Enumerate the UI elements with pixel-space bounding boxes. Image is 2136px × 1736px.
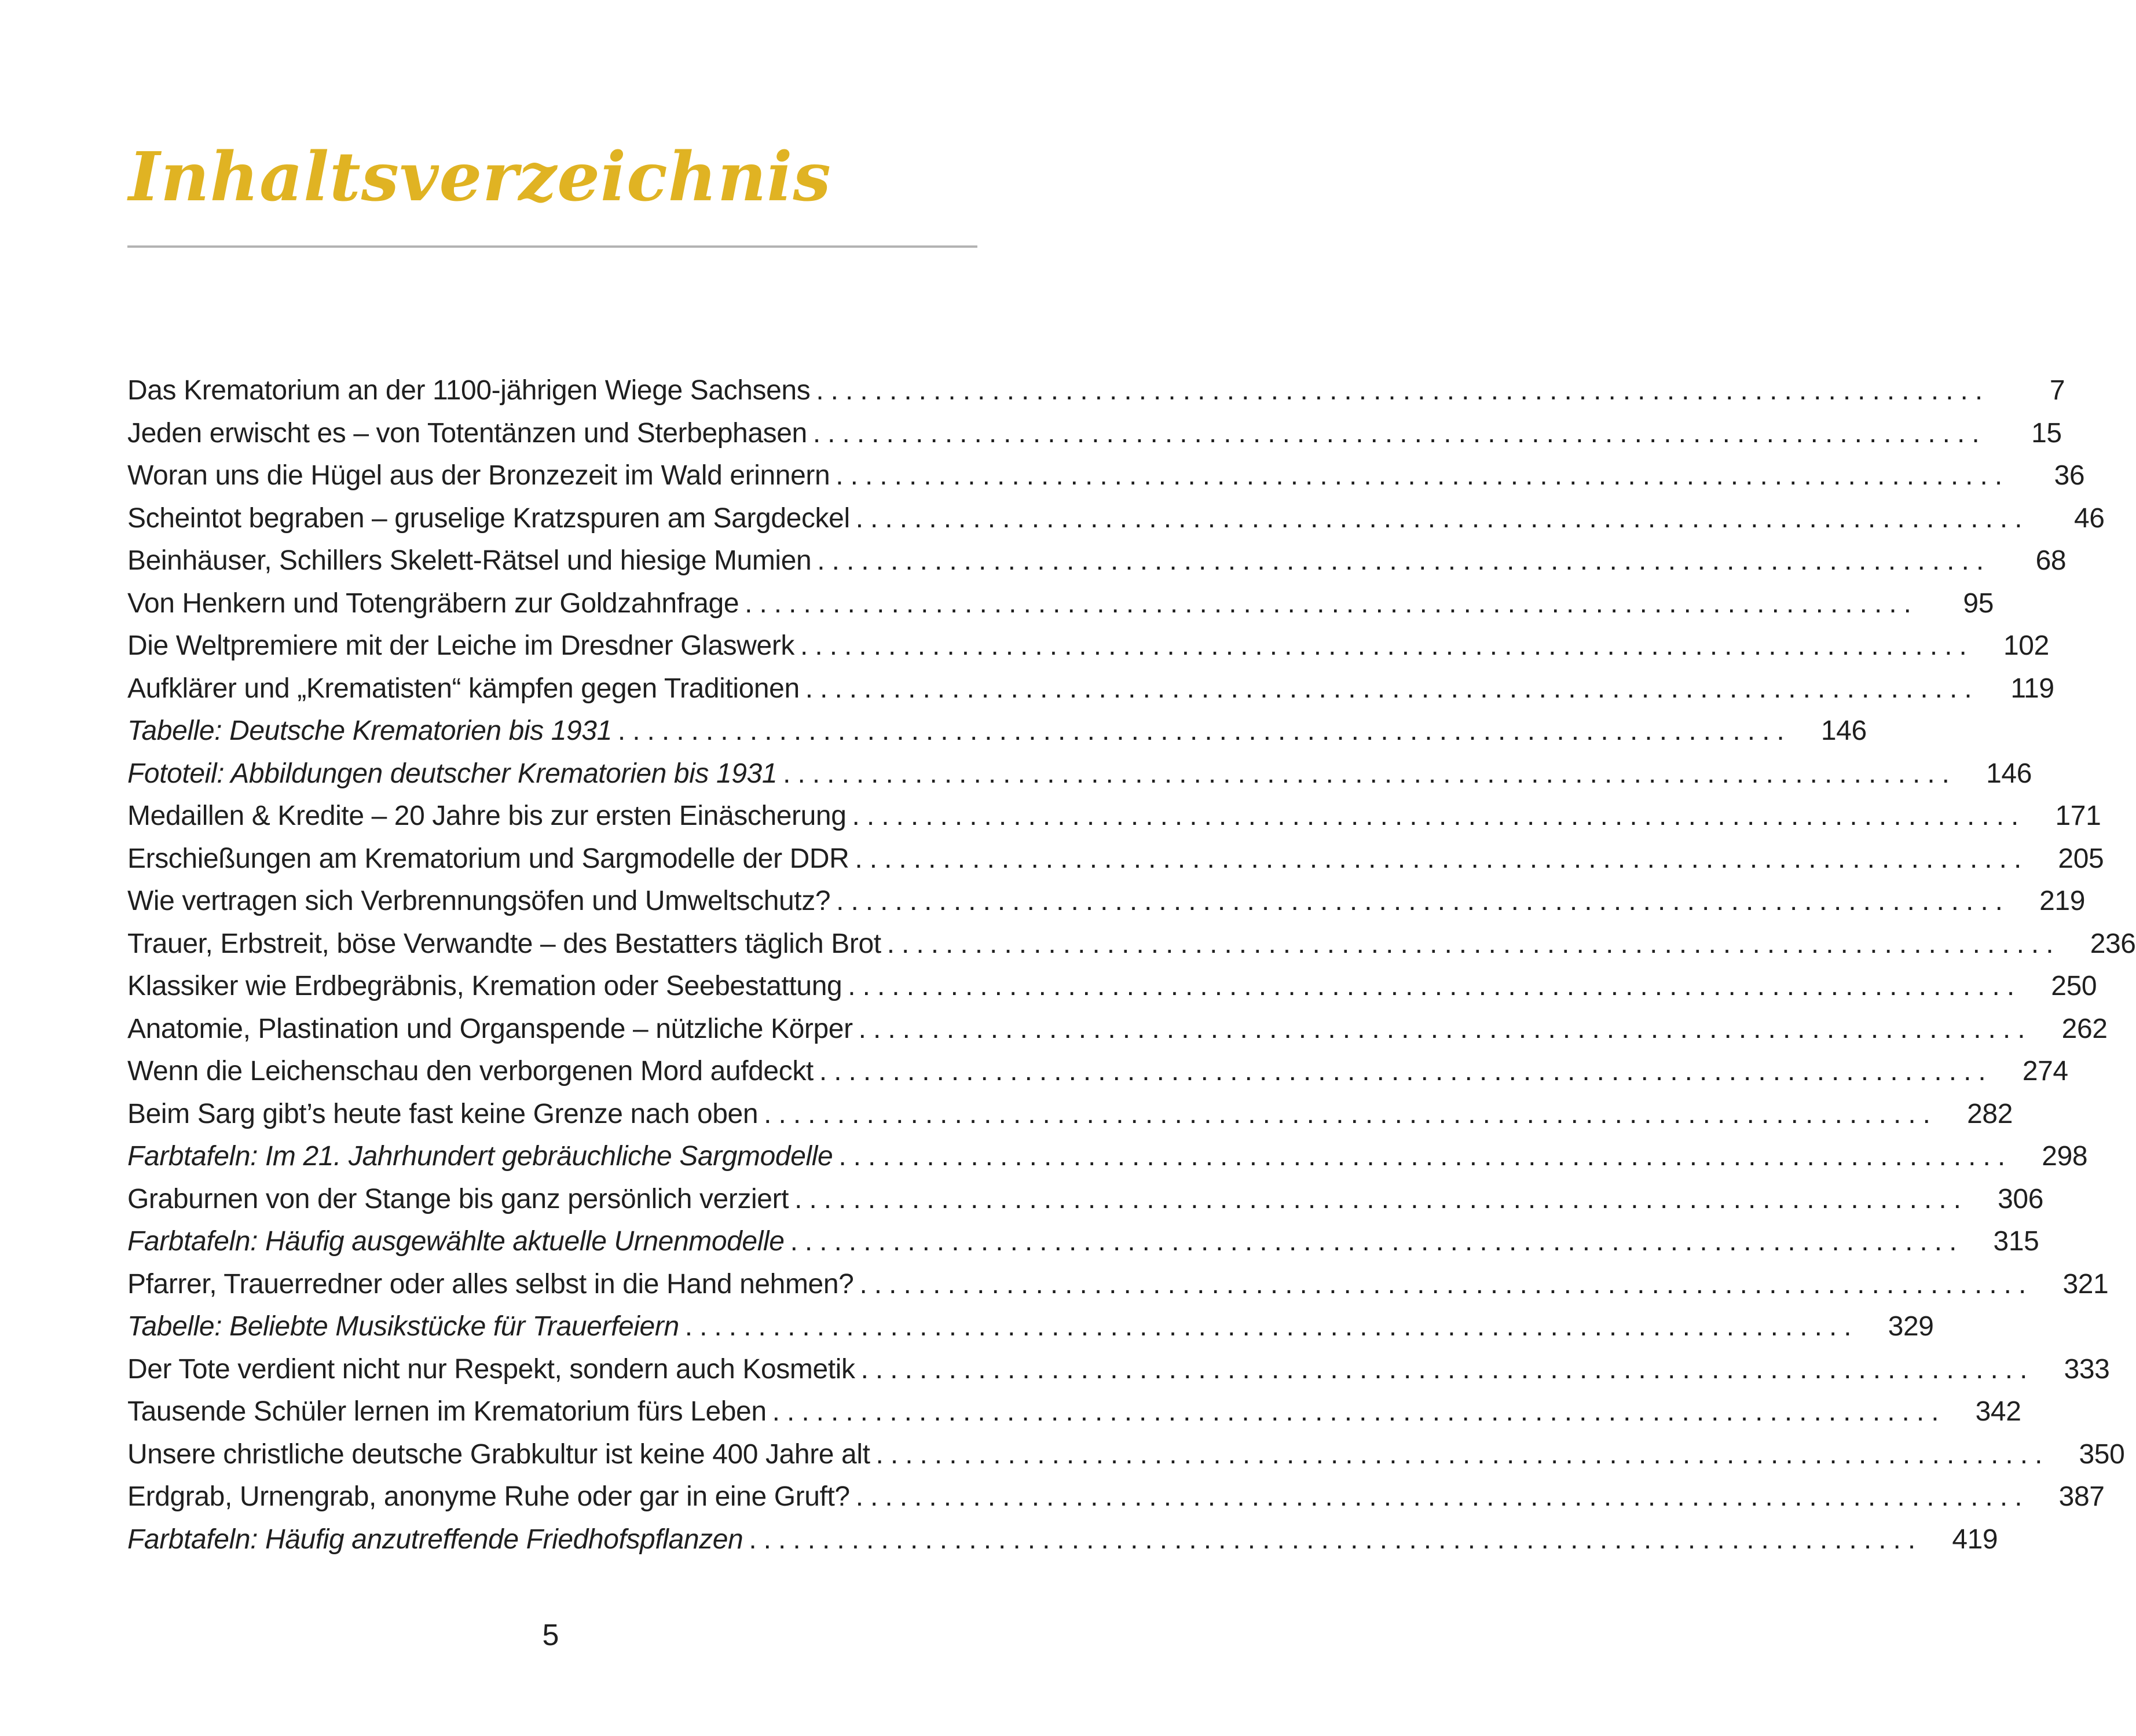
toc-entry	[127, 1178, 2043, 1221]
toc-entry-page: 119	[2010, 673, 2054, 704]
toc-entry-page: 387	[2058, 1481, 2105, 1512]
toc-entry	[127, 923, 2136, 966]
toc-entry-title: Tausende Schüler lernen im Krematorium fürs Leben	[127, 1390, 772, 1433]
toc-entry	[127, 753, 2032, 795]
toc-entry	[127, 1433, 2125, 1476]
toc-dot-leader: ................................................................................	[819, 1056, 1993, 1087]
toc-entry-page: 7	[2049, 375, 2065, 406]
toc-entry-title: Wenn die Leichenschau den verborgenen Mord aufdeckt	[127, 1050, 819, 1093]
toc-entry	[127, 412, 2062, 455]
toc-entry-title: Wie vertragen sich Verbrennungsöfen und Umweltschutz?	[127, 880, 836, 923]
toc-entry-title: Aufklärer und „Krematisten“ kämpfen gegen Traditionen	[127, 667, 805, 710]
toc-entry-page: 321	[2062, 1268, 2109, 1300]
toc-dot-leader: ................................................................................	[858, 1013, 2032, 1044]
toc-dot-leader: ................................................................................	[886, 928, 2061, 959]
toc-entry-title: Pfarrer, Trauerredner oder alles selbst in die Hand nehmen?	[127, 1263, 859, 1306]
toc-entry	[127, 667, 2054, 710]
toc-dot-leader: ................................................................................	[805, 673, 1979, 704]
toc-entry-title: Scheintot begraben – gruselige Kratzspuren am Sargdeckel	[127, 497, 856, 540]
toc-entry-page: 171	[2055, 801, 2101, 831]
toc-dot-leader: ................................................................................	[838, 1141, 2013, 1172]
toc-entry-title: Graburnen von der Stange bis ganz persönlich verziert	[127, 1178, 794, 1221]
toc-entry	[127, 838, 2104, 880]
toc-dot-leader: ................................................................................	[860, 1353, 2035, 1385]
toc-dot-leader: ................................................................................	[745, 588, 1918, 619]
toc-entry-page: 102	[2003, 630, 2049, 661]
toc-entry	[127, 539, 2067, 582]
toc-entry	[127, 710, 1867, 753]
toc-entry-title: Das Krematorium an der 1100-jährigen Wiege Sachsens	[127, 369, 816, 412]
toc-entry-title: Fototeil: Abbildungen deutscher Krematorien bis 1931	[127, 753, 783, 795]
toc-entry-title: Farbtafeln: Häufig anzutreffende Friedhofspflanzen	[127, 1518, 749, 1561]
toc-dot-leader: ................................................................................	[617, 715, 1791, 746]
toc-entry	[127, 1476, 2105, 1518]
toc-dot-leader: ................................................................................	[836, 886, 2010, 916]
toc-entry	[127, 454, 2085, 497]
toc-entry-page: 315	[1993, 1226, 2039, 1257]
toc-entry-page: 146	[1986, 758, 2032, 789]
toc-entry-page: 342	[1975, 1396, 2021, 1427]
title-divider	[127, 245, 977, 248]
toc-dot-leader: ................................................................................	[794, 1183, 1968, 1214]
toc-entry	[127, 795, 2101, 838]
toc-entry	[127, 880, 2085, 923]
toc-entry-page: 282	[1967, 1098, 2013, 1129]
toc-dot-leader: ................................................................................	[684, 1311, 1859, 1342]
toc-dot-leader: ................................................................................	[816, 375, 1990, 406]
toc-entry-title: Die Weltpremiere mit der Leiche im Dresdner Glaswerk	[127, 625, 800, 667]
toc-entry	[127, 1135, 2088, 1178]
table-of-contents	[127, 369, 2136, 1561]
toc-entry-page: 15	[2031, 417, 2062, 449]
toc-entry	[127, 1093, 2013, 1136]
toc-entry-page: 146	[1820, 715, 1867, 746]
toc-entry-page: 262	[2061, 1013, 2108, 1044]
toc-entry-title: Klassiker wie Erdbegräbnis, Kremation oder Seebestattung	[127, 965, 848, 1008]
toc-dot-leader: ................................................................................	[790, 1226, 1964, 1257]
toc-entry-title: Anatomie, Plastination und Organspende – nützliche Körper	[127, 1008, 859, 1051]
toc-dot-leader: ................................................................................	[812, 417, 1987, 449]
toc-entry-title: Medaillen & Kredite – 20 Jahre bis zur ersten Einäscherung	[127, 795, 852, 838]
toc-entry	[127, 369, 2065, 412]
toc-entry-page: 306	[1998, 1183, 2043, 1214]
toc-entry-page: 329	[1888, 1311, 1934, 1342]
toc-entry	[127, 1263, 2109, 1306]
toc-entry	[127, 1305, 1934, 1348]
toc-entry-title: Farbtafeln: Häufig ausgewählte aktuelle Urnenmodelle	[127, 1220, 790, 1263]
toc-entry-page: 419	[1952, 1524, 1998, 1555]
toc-dot-leader: ................................................................................	[783, 758, 1957, 789]
toc-entry	[127, 1220, 2039, 1263]
toc-dot-leader: ................................................................................	[764, 1098, 1938, 1129]
toc-entry-page: 350	[2079, 1438, 2125, 1470]
toc-entry	[127, 1518, 1998, 1561]
toc-entry	[127, 625, 2049, 667]
toc-entry-page: 333	[2064, 1353, 2110, 1385]
toc-entry-page: 250	[2051, 971, 2097, 1001]
toc-entry-page: 236	[2090, 928, 2136, 959]
toc-entry-page: 36	[2054, 460, 2085, 491]
toc-entry-title: Der Tote verdient nicht nur Respekt, sondern auch Kosmetik	[127, 1348, 861, 1391]
toc-entry	[127, 1008, 2108, 1051]
toc-dot-leader: ................................................................................	[855, 1481, 2029, 1512]
toc-entry-page: 298	[2042, 1141, 2088, 1172]
toc-entry-title: Unsere christliche deutsche Grabkultur ist keine 400 Jahre alt	[127, 1433, 876, 1476]
toc-entry-title: Beinhäuser, Schillers Skelett-Rätsel und hiesige Mumien	[127, 539, 817, 582]
toc-dot-leader: ................................................................................	[848, 971, 2022, 1001]
page-number: 5	[542, 1618, 559, 1652]
toc-entry-title: Tabelle: Deutsche Krematorien bis 1931	[127, 710, 618, 753]
toc-entry	[127, 582, 1994, 625]
toc-entry-title: Von Henkern und Totengräbern zur Goldzahnfrage	[127, 582, 745, 625]
toc-entry-page: 68	[2035, 545, 2067, 576]
toc-entry	[127, 1050, 2068, 1093]
toc-dot-leader: ................................................................................	[749, 1524, 1923, 1555]
toc-entry-title: Tabelle: Beliebte Musikstücke für Trauerfeiern	[127, 1305, 685, 1348]
toc-dot-leader: ................................................................................	[859, 1268, 2034, 1300]
toc-entry-title: Erschießungen am Krematorium und Sargmodelle der DDR	[127, 838, 855, 880]
page-title: Inhaltsverzeichnis	[129, 138, 831, 216]
toc-entry-title: Jeden erwischt es – von Totentänzen und Sterbephasen	[127, 412, 813, 455]
toc-dot-leader: ................................................................................	[800, 630, 1974, 661]
toc-dot-leader: ................................................................................	[852, 801, 2026, 831]
toc-entry-page: 205	[2058, 843, 2104, 874]
toc-entry	[127, 1348, 2110, 1391]
toc-dot-leader: ................................................................................	[855, 843, 2029, 874]
toc-dot-leader: ................................................................................	[855, 502, 2029, 534]
toc-dot-leader: ................................................................................	[836, 460, 2010, 491]
toc-entry-title: Beim Sarg gibt’s heute fast keine Grenze nach oben	[127, 1093, 764, 1136]
toc-entry-page: 95	[1963, 588, 1994, 619]
toc-entry	[127, 1390, 2021, 1433]
toc-entry-page: 274	[2022, 1056, 2068, 1087]
toc-dot-leader: ................................................................................	[817, 545, 1991, 576]
toc-entry-title: Farbtafeln: Im 21. Jahrhundert gebräuchliche Sargmodelle	[127, 1135, 838, 1178]
toc-entry-title: Erdgrab, Urnengrab, anonyme Ruhe oder gar in eine Gruft?	[127, 1476, 856, 1518]
toc-dot-leader: ................................................................................	[772, 1396, 1946, 1427]
toc-entry-page: 46	[2073, 502, 2105, 534]
toc-entry	[127, 965, 2097, 1008]
toc-dot-leader: ................................................................................	[875, 1438, 2050, 1470]
toc-entry	[127, 497, 2105, 540]
toc-entry-page: 219	[2039, 886, 2085, 916]
toc-entry-title: Trauer, Erbstreit, böse Verwandte – des Bestatters täglich Brot	[127, 923, 887, 966]
toc-entry-title: Woran uns die Hügel aus der Bronzezeit im Wald erinnern	[127, 454, 836, 497]
